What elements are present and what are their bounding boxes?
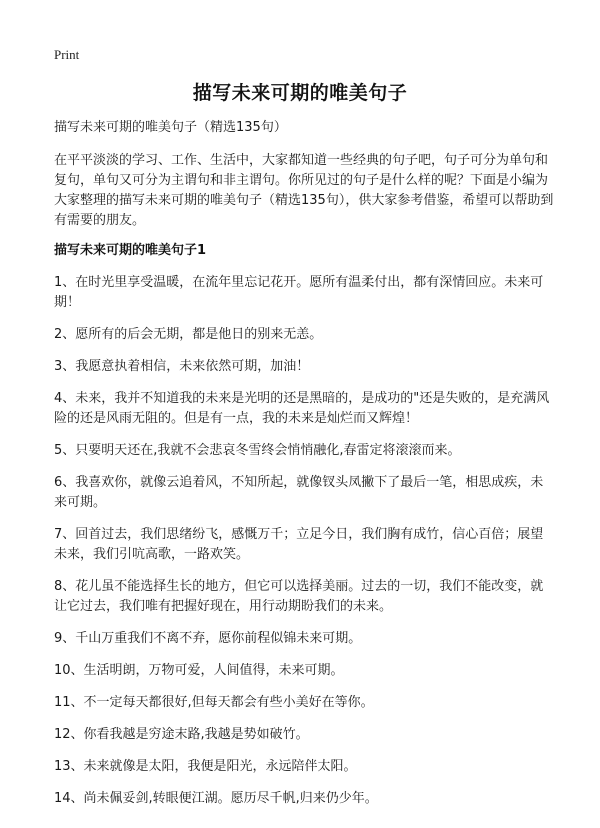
list-item: 13、未来就像是太阳，我便是阳光，永远陪伴太阳。 <box>54 759 357 774</box>
list-item: 4、未来，我并不知道我的未来是光明的还是黑暗的，是成功的"还是失败的，是充满风险的还是风雨无阻的。但是有一点，我的未来是灿烂而又辉煌！ <box>54 391 550 426</box>
intro-paragraph: 在平平淡淡的学习、工作、生活中，大家都知道一些经典的句子吧，句子可分为单句和复句，单句又可分为主谓句和非主谓句。你所见过的句子是什么样的呢？下面是小编为大家整理的描写未来可期的唯美句子（精选135句），供大家参考借鉴，希望可以帮助到有需要的朋友。 <box>54 153 554 228</box>
list-item: 3、我愿意执着相信，未来依然可期，加油！ <box>54 359 310 374</box>
list-item: 11、不一定每天都很好,但每天都会有些小美好在等你。 <box>54 695 374 710</box>
page-title: 描写未来可期的唯美句子 <box>192 82 408 104</box>
list-item: 5、只要明天还在,我就不会悲哀冬雪终会悄悄融化,春雷定将滚滚而来。 <box>54 443 461 458</box>
list-item: 6、我喜欢你，就像云追着风，不知所起，就像钗头凤撇下了最后一笔，相思成疾，未来可期。 <box>54 475 544 510</box>
list-item: 9、千山万重我们不离不弃，愿你前程似锦未来可期。 <box>54 631 362 646</box>
list-item: 14、尚未佩妥剑,转眼便江湖。愿历尽千帆,归来仍少年。 <box>54 791 378 806</box>
print-link[interactable]: Print <box>54 47 80 62</box>
list-item: 12、你看我越是穷途末路,我越是势如破竹。 <box>54 727 309 742</box>
list-item: 8、花儿虽不能选择生长的地方，但它可以选择美丽。过去的一切，我们不能改变，就让它过去，我们唯有把握好现在，用行动期盼我们的未来。 <box>54 579 544 614</box>
section-heading: 描写未来可期的唯美句子1 <box>54 243 207 258</box>
article-subtitle: 描写未来可期的唯美句子（精选135句） <box>54 120 287 135</box>
article-body <box>54 118 554 821</box>
list-item: 10、生活明朗，万物可爱，人间值得，未来可期。 <box>54 663 344 678</box>
list-item: 1、在时光里享受温暖，在流年里忘记花开。愿所有温柔付出，都有深情回应。未来可期！ <box>54 275 544 310</box>
list-item: 2、愿所有的后会无期，都是他日的别来无恙。 <box>54 327 323 342</box>
list-item: 7、回首过去，我们思绪纷飞，感慨万千；立足今日，我们胸有成竹，信心百倍；展望未来，我们引吭高歌，一路欢笑。 <box>54 527 544 562</box>
